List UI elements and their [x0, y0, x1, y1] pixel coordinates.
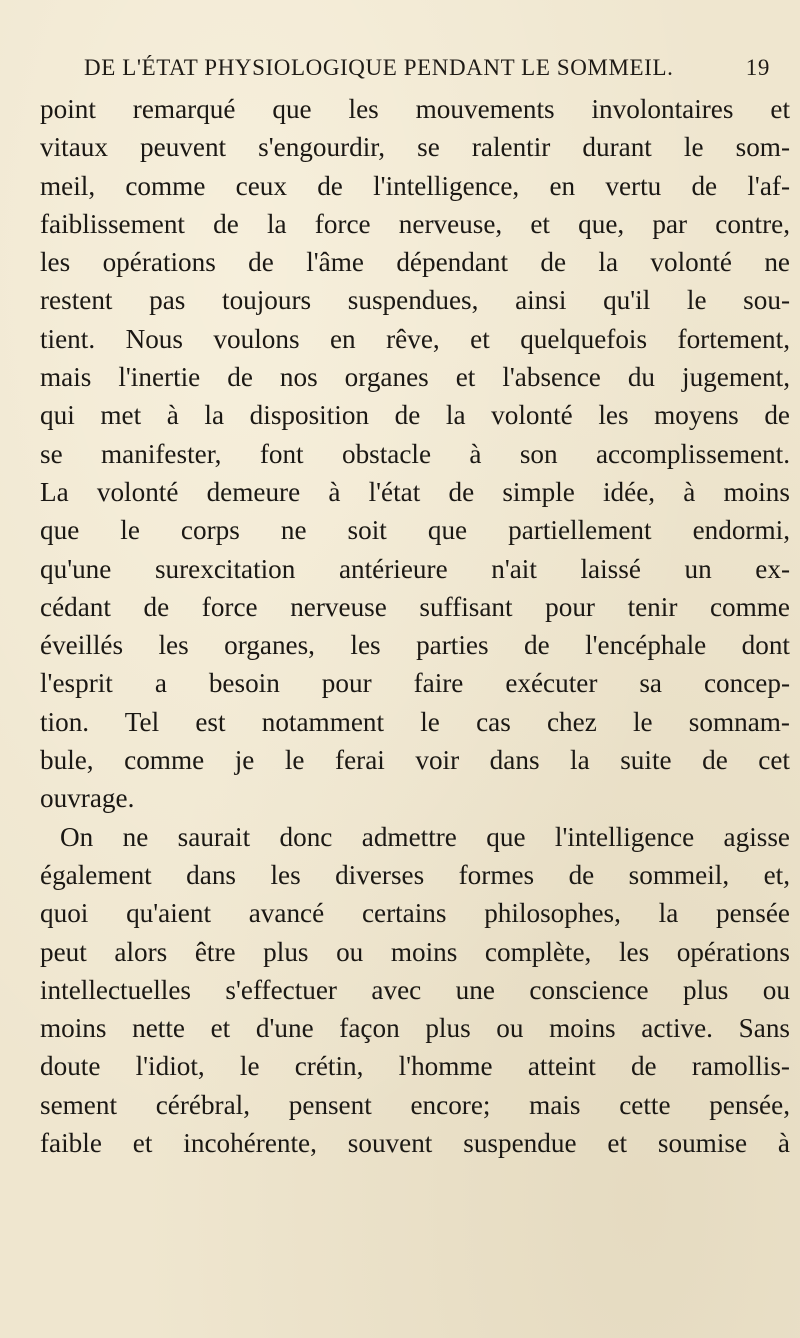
text-line: doute l'idiot, le crétin, l'homme atteint de ramollis- — [40, 1051, 790, 1082]
text-line: intellectuelles s'effectuer avec une conscience plus ou — [40, 974, 790, 1005]
body-text — [40, 90, 790, 1162]
text-line: restent pas toujours suspendues, ainsi qu'il le sou- — [40, 285, 790, 316]
text-line: les opérations de l'âme dépendant de la volonté ne — [40, 247, 790, 278]
text-line: l'esprit a besoin pour faire exécuter sa concep- — [40, 668, 790, 699]
text-line: tion. Tel est notamment le cas chez le somnam- — [40, 706, 790, 737]
text-line: quoi qu'aient avancé certains philosophes, la pensée — [40, 898, 790, 929]
text-line: mais l'inertie de nos organes et l'absence du jugement, — [40, 362, 790, 393]
text-line: meil, comme ceux de l'intelligence, en vertu de l'af- — [40, 170, 790, 201]
running-title: DE L'ÉTAT PHYSIOLOGIQUE PENDANT LE SOMMEIL. — [84, 55, 674, 80]
text-line: cédant de force nerveuse suffisant pour tenir comme — [40, 591, 790, 622]
text-line: bule, comme je le ferai voir dans la suite de cet — [40, 745, 790, 776]
text-line: qui met à la disposition de la volonté les moyens de — [40, 400, 790, 431]
text-line: peut alors être plus ou moins complète, les opérations — [40, 936, 790, 967]
page-number: 19 — [745, 55, 770, 80]
text-line: On ne saurait donc admettre que l'intelligence agisse — [60, 821, 790, 852]
text-line: vitaux peuvent s'engourdir, se ralentir durant le som- — [40, 132, 790, 163]
text-line: ouvrage. — [40, 783, 135, 814]
text-line: moins nette et d'une façon plus ou moins active. Sans — [40, 1013, 790, 1044]
text-line: faible et incohérente, souvent suspendue et soumise à — [40, 1128, 790, 1159]
text-line: La volonté demeure à l'état de simple idée, à moins — [40, 476, 790, 507]
text-line: sement cérébral, pensent encore; mais cette pensée, — [40, 1089, 790, 1120]
text-line: également dans les diverses formes de sommeil, et, — [40, 859, 790, 890]
text-line: que le corps ne soit que partiellement endormi, — [40, 515, 790, 546]
text-line: point remarqué que les mouvements involontaires et — [40, 94, 790, 124]
running-head — [84, 55, 770, 87]
text-line: faiblissement de la force nerveuse, et que, par contre, — [40, 208, 790, 239]
text-line: tient. Nous voulons en rêve, et quelquefois fortement, — [40, 323, 790, 354]
text-line: se manifester, font obstacle à son accomplissement. — [40, 438, 790, 469]
text-line: éveillés les organes, les parties de l'encéphale dont — [40, 630, 790, 661]
text-line: qu'une surexcitation antérieure n'ait laissé un ex- — [40, 553, 790, 584]
